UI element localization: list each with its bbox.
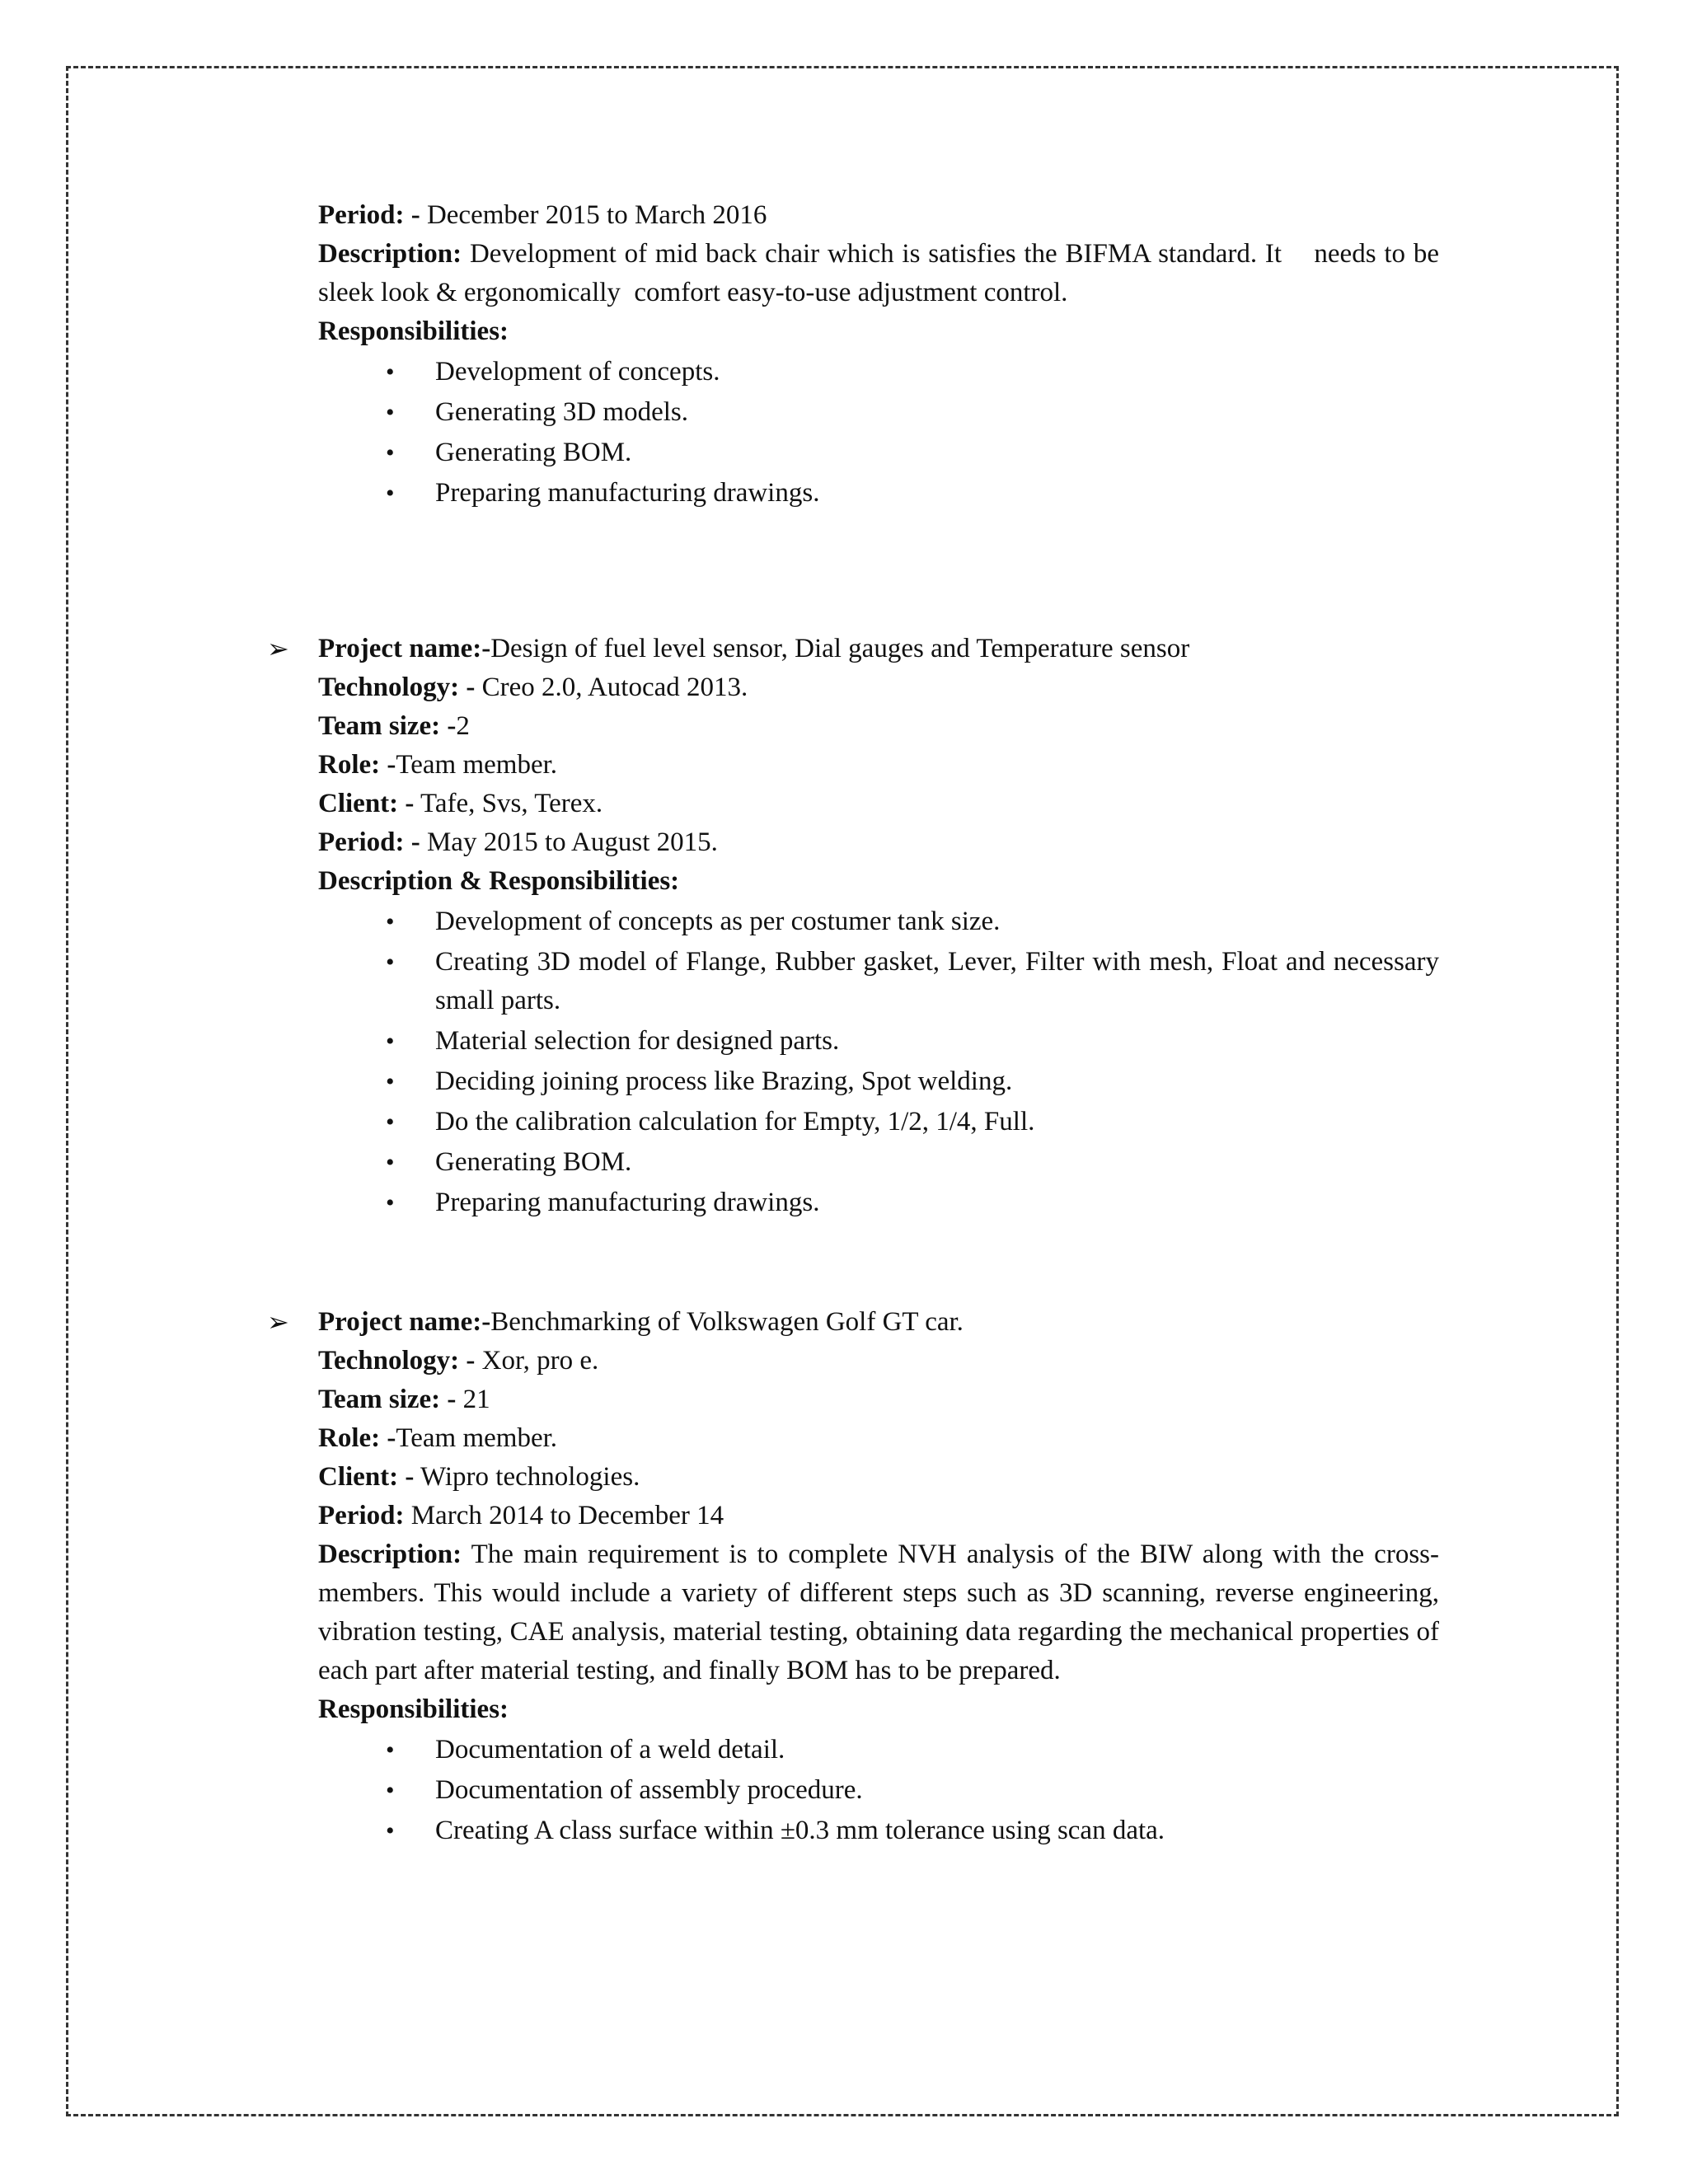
team-size-value: 21 (456, 1385, 490, 1414)
period-value: December 2015 to March 2016 (420, 200, 767, 230)
bullet-icon: • (386, 1777, 395, 1804)
description-label: Description: (318, 1540, 462, 1569)
role-label: Role: - (318, 1423, 396, 1453)
period-label: Period: - (318, 200, 420, 230)
description-value: Development of mid back chair which is satisfies the BIFMA standard. It needs to be sleek look & ergonomically comfort easy-to-use adjustment control. (318, 239, 1447, 307)
responsibilities-label: Description & Responsibilities: (318, 866, 680, 896)
list-item: • Development of concepts. (435, 353, 1439, 391)
client-line (318, 1458, 1439, 1497)
document-body (267, 196, 1447, 1852)
client-line (318, 785, 1439, 823)
list-item: • Creating 3D model of Flange, Rubber gasket, Lever, Filter with mesh, Float and necessary small parts. (435, 943, 1439, 1020)
bullet-icon: • (386, 1108, 395, 1136)
technology-value: Creo 2.0, Autocad 2013. (475, 673, 748, 702)
technology-value: Xor, pro e. (475, 1346, 599, 1376)
description-value: The main requirement is to complete NVH analysis of the BIW along with the cross-members. This would include a variety of different steps such as 3D scanning, reverse engineering, vibration testing, CAE analysis, material testing, obtaining data regarding the mechanical properties of each part after material testing, and finally BOM has to be prepared. (318, 1540, 1439, 1685)
period-value: March 2014 to December 14 (404, 1501, 724, 1530)
responsibilities-list (318, 353, 1439, 513)
arrow-bullet-icon: ➢ (267, 1307, 289, 1337)
project-1 (318, 196, 1447, 513)
list-item: • Preparing manufacturing drawings. (435, 474, 1439, 513)
period-line (318, 1497, 1439, 1535)
bullet-icon: • (386, 439, 395, 466)
bullet-icon: • (386, 480, 395, 507)
list-item: • Generating BOM. (435, 434, 1439, 472)
list-item: • Documentation of assembly procedure. (435, 1771, 1439, 1810)
role-value: Team member. (396, 1423, 558, 1453)
period-line (318, 823, 1439, 862)
arrow-bullet-icon: ➢ (267, 634, 289, 663)
list-item: • Creating A class surface within ±0.3 mm tolerance using scan data. (435, 1811, 1439, 1850)
technology-label: Technology: - (318, 1346, 476, 1376)
bullet-icon: • (386, 949, 395, 976)
technology-label: Technology: - (318, 673, 476, 702)
responsibilities-label: Responsibilities: (318, 1694, 509, 1724)
bullet-icon: • (386, 359, 395, 386)
responsibilities-list (318, 902, 1439, 1222)
role-label: Role: - (318, 750, 396, 780)
role-value: Team member. (396, 750, 558, 780)
role-line (318, 1419, 1439, 1458)
list-item: • Material selection for designed parts. (435, 1022, 1439, 1061)
team-size-line (318, 1380, 1439, 1419)
team-size-value: 2 (456, 711, 470, 741)
bullet-icon: • (386, 1736, 395, 1764)
responsibilities-label: Responsibilities: (318, 316, 509, 346)
bullet-icon: • (386, 1817, 395, 1844)
list-item: • Generating 3D models. (435, 393, 1439, 432)
project-name-line (318, 1303, 1439, 1342)
client-label: Client: - (318, 1462, 415, 1492)
list-item: • Development of concepts as per costumer tank size. (435, 902, 1439, 941)
project-3 (267, 1303, 1439, 1850)
bullet-icon: • (386, 1149, 395, 1176)
project-2 (267, 630, 1439, 1222)
project-name-label: Project name:- (318, 1307, 491, 1337)
bullet-icon: • (386, 1028, 395, 1055)
team-size-line (318, 707, 1439, 746)
project-name-value: Benchmarking of Volkswagen Golf GT car. (490, 1307, 964, 1337)
bullet-icon: • (386, 1068, 395, 1095)
bullet-icon: • (386, 908, 395, 935)
list-item: • Preparing manufacturing drawings. (435, 1183, 1439, 1222)
list-item: • Documentation of a weld detail. (435, 1731, 1439, 1769)
list-item: • Do the calibration calculation for Empty, 1/2, 1/4, Full. (435, 1103, 1439, 1141)
period-line (318, 196, 1439, 235)
list-item: • Generating BOM. (435, 1143, 1439, 1182)
client-value: Wipro technologies. (414, 1462, 640, 1492)
period-label: Period: (318, 1501, 405, 1530)
description-label: Description: (318, 239, 462, 269)
bullet-icon: • (386, 399, 395, 426)
team-size-label: Team size: - (318, 1385, 457, 1414)
project-name-line (318, 630, 1439, 668)
role-line (318, 746, 1439, 785)
project-name-label: Project name:- (318, 634, 491, 663)
responsibilities-list (318, 1731, 1439, 1850)
client-label: Client: - (318, 789, 415, 818)
list-item: • Deciding joining process like Brazing, Spot welding. (435, 1062, 1439, 1101)
technology-line (318, 668, 1439, 707)
period-value: May 2015 to August 2015. (420, 827, 718, 857)
period-label: Period: - (318, 827, 420, 857)
technology-line (318, 1342, 1439, 1380)
client-value: Tafe, Svs, Terex. (414, 789, 603, 818)
team-size-label: Team size: - (318, 711, 457, 741)
project-name-value: Design of fuel level sensor, Dial gauges and Temperature sensor (490, 634, 1190, 663)
description-line (318, 235, 1447, 312)
bullet-icon: • (386, 1189, 395, 1216)
description-line (318, 1535, 1439, 1690)
